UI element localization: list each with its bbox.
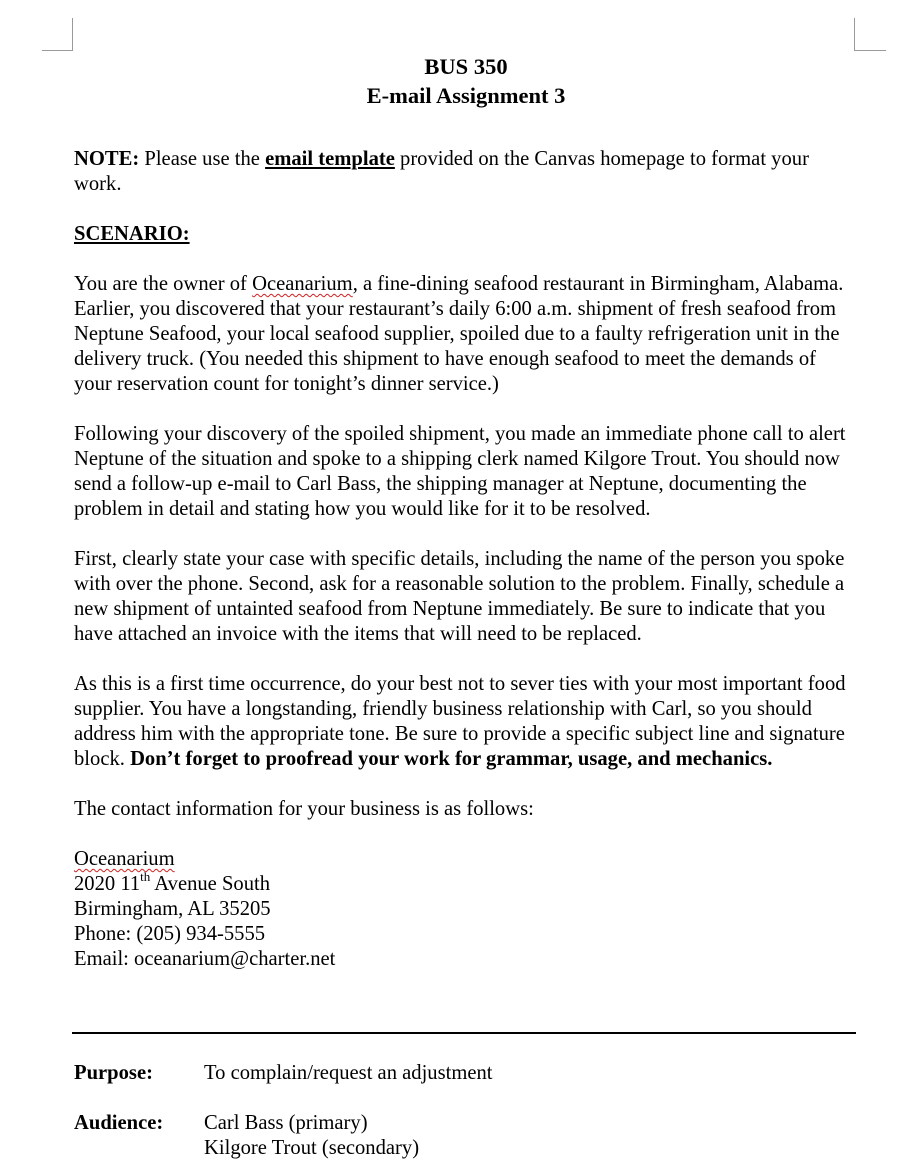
page-corner-mark	[72, 18, 73, 50]
email-template-link[interactable]: email template	[265, 148, 395, 170]
contact-intro: The contact information for your business is as follows:	[74, 798, 534, 820]
note-paragraph: NOTE: Please use the email template provided on the Canvas homepage to format your work.	[74, 148, 809, 195]
contact-email: Email: oceanarium@charter.net	[74, 948, 336, 970]
note-label: NOTE:	[74, 148, 140, 170]
scenario-paragraph-3: First, clearly state your case with specific details, including the name of the person you spoke with over the phone. Second, ask for a reasonable solution to the problem. Finally, schedule a new shipment of untainted seafood from Neptune immediately. Be sure to indicate that you have attached an invoice with the items that will need to be replaced.	[74, 548, 845, 645]
scenario-heading: SCENARIO:	[74, 223, 190, 245]
audience-primary: Carl Bass (primary)	[204, 1112, 368, 1134]
business-name: Oceanarium	[252, 273, 353, 295]
course-title: BUS 350	[424, 54, 508, 79]
assignment-title: E-mail Assignment 3	[366, 83, 566, 108]
audience-secondary: Kilgore Trout (secondary)	[204, 1137, 420, 1159]
contact-city: Birmingham, AL 35205	[74, 898, 271, 920]
scenario-paragraph-2: Following your discovery of the spoiled shipment, you made an immediate phone call to alert Neptune of the situation and spoke to a shipping clerk named Kilgore Trout. You should now send a follow-up e-mail to Carl Bass, the shipping manager at Neptune, documenting the problem in detail and stating how you would like for it to be resolved.	[74, 423, 846, 520]
horizontal-rule	[72, 1032, 856, 1034]
contact-name: Oceanarium	[74, 848, 175, 870]
audience-label: Audience:	[74, 1112, 164, 1134]
page-corner-mark	[854, 50, 886, 51]
contact-street: 2020 11th Avenue South	[74, 869, 271, 895]
document-body	[74, 52, 858, 972]
proofread-reminder: Don’t forget to proofread your work for grammar, usage, and mechanics.	[130, 748, 773, 770]
page-corner-mark	[42, 50, 73, 51]
scenario-paragraph-1: You are the owner of Oceanarium, a fine-dining seafood restaurant in Birmingham, Alabama. Earlier, you discovered that your restaurant’s daily 6:00 a.m. shipment of fresh seafood from Neptune Seafood, your local seafood supplier, spoiled due to a faulty refrigeration unit in the delivery truck. (You needed this shipment to have enough seafood to meet the demands of your reservation count for tonight’s dinner service.)	[74, 273, 844, 395]
contact-block	[74, 847, 858, 972]
scenario-paragraph-4: As this is a first time occurrence, do your best not to sever ties with your most important food supplier. You have a longstanding, friendly business relationship with Carl, so you should address him with the appropriate tone. Be sure to provide a specific subject line and signature block. Don’t forget to proofread your work for grammar, usage, and mechanics.	[74, 673, 846, 770]
purpose-label: Purpose:	[74, 1062, 153, 1084]
audience-values	[204, 1111, 419, 1161]
contact-phone: Phone: (205) 934-5555	[74, 923, 266, 945]
purpose-value: To complain/request an adjustment	[204, 1062, 493, 1084]
page-corner-mark	[854, 18, 855, 50]
